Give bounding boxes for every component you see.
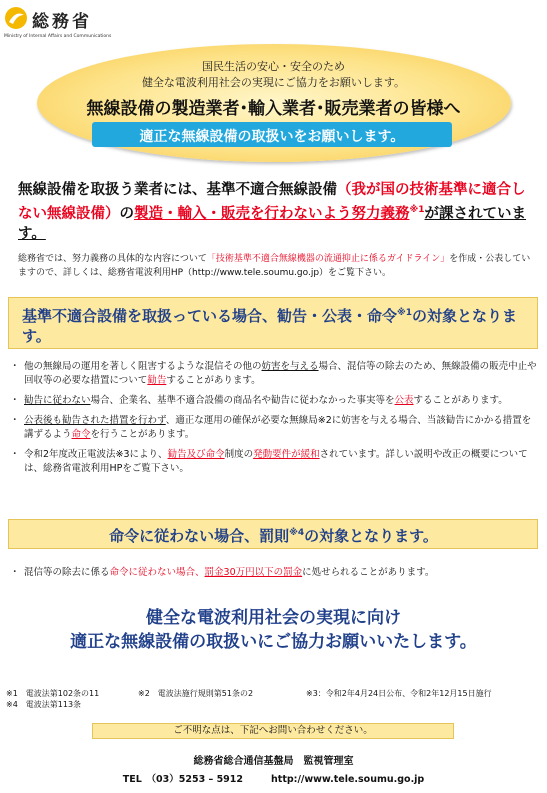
intro-red-1: （我が国の技術基準に適合しない無線設備） [18,182,526,222]
section1-title [22,303,532,346]
note-guideline-title: 「技術基準不適合無線機器の流通抑止に係るガイドライン」 [206,254,450,264]
bullet-underline: 妨害を与える [261,361,319,372]
bullet-text: することがあります。 [413,395,508,406]
section1-footnote-mark: ※1 [397,308,413,318]
bullet-red: 発動要件が緩和 [253,449,320,460]
section2-title-text: 命令に従わない場合、罰則 [109,527,290,545]
section1-title-end: の対象となります。 [22,307,518,345]
intro-footnote-mark: ※1 [409,205,425,215]
banner-line-1: 国民生活の安心・安全のため [202,60,345,73]
list-item [10,394,538,408]
guideline-note [18,252,538,280]
closing-line-2: 適正な無線設備の取扱いにご協力お願いいたします。 [70,632,477,652]
bullet-text: 場合、混信等の除去のため、無線設備の販売中止や回収等の必要な措置について [24,361,537,386]
penalty-text: 混信等の除去に係る [24,567,110,578]
bullet-text: されています。詳しい説明や改正の概要については、総務省電波利用HPをご覧下さい。 [24,449,528,474]
intro-text-2: の [119,205,134,222]
intro-paragraph [18,180,533,244]
section2-footnote-mark: ※4 [289,528,305,538]
penalty-red-1: 命令に従わない場合、 [109,567,205,578]
bullet-text: 令和2年度改正電波法※3により、 [24,449,168,460]
measures-list [10,360,538,482]
bullet-red: 公表 [394,395,414,406]
footnotes [6,688,542,710]
note-text-2: を作成・公表していますので、詳しくは、総務省電波利用HP（http://www.tele.soumu.go.jp）をご覧下さい。 [18,254,531,278]
bullet-text: することがあります。 [166,375,261,386]
bullet-underline: 公表後も勧告された措置を行わず [24,415,166,426]
contact-phone: TEL （03）5253 – 5912 [122,774,244,785]
note-text-1: 総務省では、努力義務の具体的な内容について [18,254,207,264]
contact-line [0,771,547,785]
bullet-red: 勧告及び命令 [167,449,225,460]
section2-title-end: の対象となります。 [304,527,438,545]
banner-line-2: 健全な電波利用社会の実現にご協力をお願いします。 [141,76,406,89]
footnote-row [6,688,542,699]
list-item [10,414,538,442]
intro-red-2: 製造・輸入・販売を行わないよう努力義務 [134,205,410,222]
closing-line-1: 健全な電波利用社会の実現に向け [146,608,401,628]
banner-subtitle: 適正な無線設備の取扱いをお願いします。 [139,129,405,145]
bullet-text: を行うことがあります。 [90,429,195,440]
list-item [10,448,538,476]
ministry-logo [4,5,124,41]
penalty-item [10,566,538,580]
footnote-4: ※4 電波法第113条 [6,700,82,709]
closing-message [0,606,547,654]
section1-title-text: 基準不適合設備を取扱っている場合、勧告・公表・命令 [22,307,398,325]
section2-title [0,525,547,546]
footnote-2: ※2 電波法施行規則第51条の2 [138,689,254,698]
intro-text-3: が課されています。 [18,205,527,242]
intro-text-1: 無線設備を取扱う業者には、基準不適合無線設備 [18,182,337,198]
ministry-name: 総務省 [32,12,92,32]
bullet-text: 場合、企業名、基準不適合設備の商品名や勧告に従わなかった事実等を [90,395,395,406]
bullet-text: 他の無線局の運用を著しく阻害するような混信その他の [24,361,262,372]
penalty-text: に処せられることがあります。 [302,567,435,578]
contact-url-link[interactable]: http://www.tele.soumu.go.jp [271,774,425,785]
bullet-text: 、適正な運用の確保が必要な無線局※2に妨害を与える場合、当該勧告にかかる措置を講ずるよう [24,415,532,440]
ministry-logo-icon [4,6,28,30]
bullet-red: 命令 [71,429,91,440]
banner-main-title: 無線設備の製造業者･輸入業者･販売業者の皆様へ [86,99,461,119]
penalty-red-2: 罰金30万円以下の罰金 [204,567,303,578]
inquiry-box: ご不明な点は、下記へお問い合わせください。 [92,723,454,739]
footnote-3: ※3：令和2年4月24日公布、令和2年12月15日施行 [306,689,492,698]
bullet-text: 制度の [224,449,254,460]
ministry-english-name: Ministry of Internal Affairs and Communications [4,34,112,39]
bullet-underline: 勧告に従わない [24,395,91,406]
footnote-1: ※1 電波法第102条の11 [6,689,100,698]
contact-department: 総務省総合通信基盤局 監視管理室 [193,756,354,767]
footnote-row [6,699,542,710]
bullet-red: 勧告 [147,375,167,386]
list-item [10,360,538,388]
